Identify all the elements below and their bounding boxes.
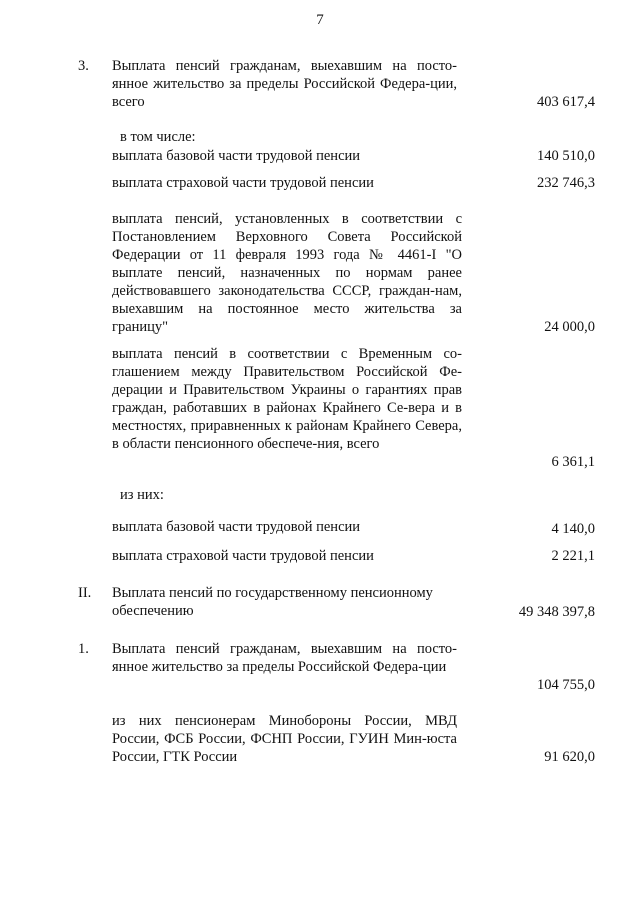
section-number: II. [78, 585, 92, 601]
item-text: Выплата пенсий по государственному пенсионному обеспечению [112, 585, 433, 619]
item-amount: 6 361,1 [551, 454, 595, 470]
list-item [0, 547, 640, 565]
list-item [0, 584, 640, 620]
list-item [0, 345, 640, 471]
list-item [0, 210, 640, 336]
item-text: Выплата пенсий гражданам, выехавшим на посто-янное жительство за пределы Российской Федера-ции [112, 641, 457, 675]
item-amount: 24 000,0 [544, 319, 595, 335]
item-number: 3. [78, 58, 89, 74]
list-item [0, 174, 640, 192]
list-item [0, 486, 640, 504]
item-text: выплата страховой части трудовой пенсии [112, 175, 374, 191]
item-text: из них пенсионерам Минобороны России, МВД России, ФСБ России, ФСНП России, ГУИН Мин-юста России, ГТК России [112, 713, 457, 765]
item-amount: 104 755,0 [537, 677, 595, 693]
item-amount: 403 617,4 [537, 94, 595, 110]
item-text: Выплата пенсий гражданам, выехавшим на посто-янное жительство за пределы Российской Федера-ции, всего [112, 58, 457, 110]
list-item [0, 712, 640, 766]
item-text: из них: [120, 487, 164, 503]
item-text: выплата пенсий, установленных в соответствии с Постановлением Верховного Совета Российской Федерации от 11 февраля 1993 года № 4461-I "О выплате пенсий, назначенных по нормам ранее действовавшего законодательства СССР, граждан-нам, выехавшим на постоянное место жительства за границу" [112, 211, 462, 335]
list-item [0, 518, 640, 536]
page-number: 7 [316, 12, 324, 28]
item-amount: 91 620,0 [544, 749, 595, 765]
item-text: выплата базовой части трудовой пенсии [112, 148, 361, 164]
item-text: выплата страховой части трудовой пенсии [112, 548, 374, 564]
list-item [0, 57, 640, 111]
item-number: 1. [78, 641, 89, 657]
item-amount: 49 348 397,8 [518, 604, 595, 620]
item-text: в том числе: [120, 129, 196, 145]
list-item [0, 147, 640, 165]
list-item [0, 640, 640, 694]
item-amount: 140 510,0 [537, 148, 595, 164]
item-text: выплата пенсий в соответствии с Временным со-глашением между Правительством Российской Фе-дерации и Правительством Украины о гарантиях прав граждан, работавших в районах Крайнего Се-вера и в местностях, приравненных к районам Крайнего Севера, в области пенсионного обеспече-ния, всего [112, 346, 462, 452]
item-amount: 232 746,3 [537, 175, 595, 191]
list-item [0, 128, 640, 146]
item-amount: 2 221,1 [551, 548, 595, 564]
item-amount: 4 140,0 [551, 521, 595, 537]
item-text: выплата базовой части трудовой пенсии [112, 519, 361, 535]
